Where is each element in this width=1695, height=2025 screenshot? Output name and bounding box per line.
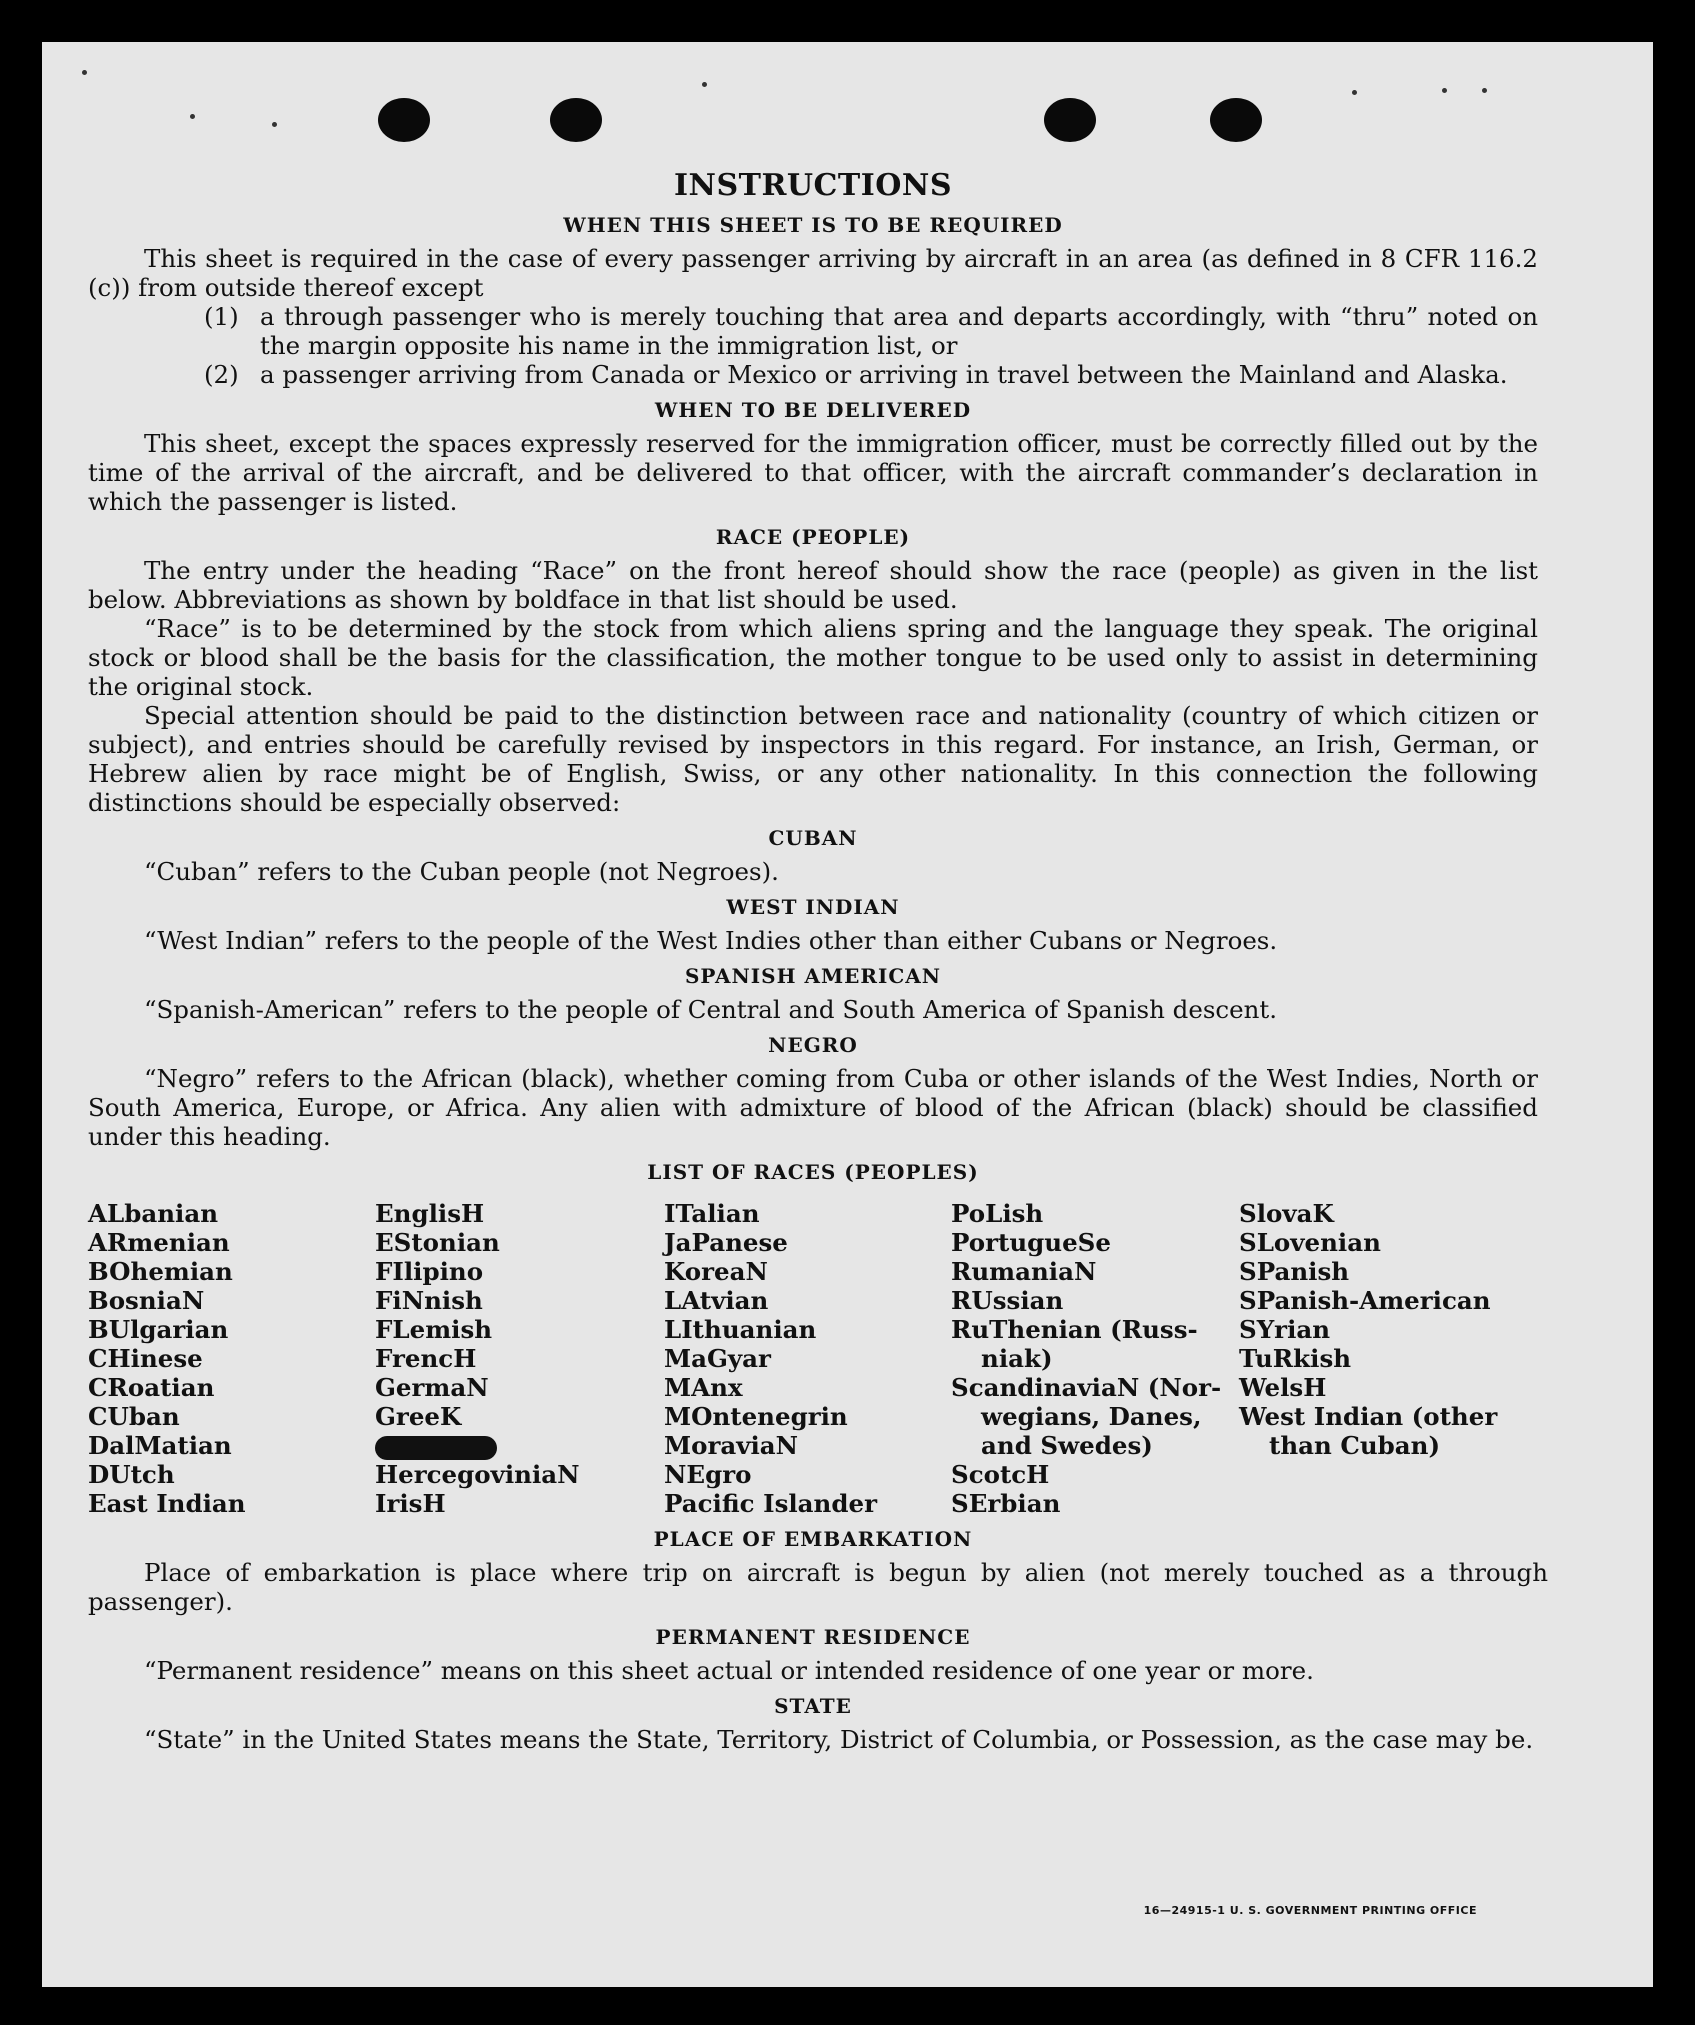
heading-list-of-races: LIST OF RACES (PEOPLES) [647, 1160, 979, 1184]
instructions-content [88, 168, 1548, 1754]
heading-permanent-residence: PERMANENT RESIDENCE [655, 1625, 971, 1649]
race-entry: FrencH [375, 1344, 477, 1373]
speck [190, 114, 195, 119]
race-entry-continued: and Swedes) [981, 1431, 1153, 1460]
races-column-2 [375, 1199, 664, 1518]
races-column-1 [88, 1199, 375, 1518]
speck [272, 122, 277, 127]
item-number: (2) [204, 360, 239, 389]
page-title: INSTRUCTIONS [674, 168, 952, 203]
race-entry: FIlipino [375, 1257, 484, 1286]
exception-item-1 [204, 302, 1538, 360]
punch-hole [1210, 98, 1262, 142]
race-entry: SLovenian [1239, 1228, 1381, 1257]
exception-item-2 [204, 360, 1538, 389]
race-entry: ALbanian [88, 1199, 219, 1228]
embarkation-text: Place of embarkation is place where trip on aircraft is begun by alien (not merely touched as a through passenger). [88, 1558, 1548, 1616]
race-paragraph-1: The entry under the heading “Race” on the front hereof should show the race (people) as given in the list below. Abbreviations as shown by boldface in that list should be used. [88, 556, 1538, 614]
heading-negro: NEGRO [768, 1033, 858, 1057]
speck [1352, 90, 1357, 95]
race-entry: East Indian [88, 1489, 246, 1518]
punch-hole [550, 98, 602, 142]
races-column-5 [1239, 1199, 1519, 1518]
race-entry: BUlgarian [88, 1315, 229, 1344]
race-entry: IrisH [375, 1489, 446, 1518]
race-entry: HercegoviniaN [375, 1460, 580, 1489]
speck [1442, 88, 1447, 93]
redaction-mark [375, 1436, 497, 1460]
state-text: “State” in the United States means the State, Territory, District of Columbia, or Possession, as the case may be. [144, 1725, 1534, 1754]
race-entry: CRoatian [88, 1373, 215, 1402]
race-entry: EnglisH [375, 1199, 485, 1228]
spanish-american-text: “Spanish-American” refers to the people of Central and South America of Spanish descent. [144, 995, 1278, 1024]
item-number: (1) [204, 302, 239, 331]
heading-spanish-american: SPANISH AMERICAN [684, 964, 942, 988]
heading-when-delivered: WHEN TO BE DELIVERED [654, 398, 972, 422]
when-required-intro: This sheet is required in the case of every passenger arriving by aircraft in an area (as defined in 8 CFR 116.2 (c)) from outside thereof except [88, 244, 1538, 302]
speck [82, 70, 87, 75]
race-entry: CHinese [88, 1344, 203, 1373]
item-text: a through passenger who is merely touching that area and departs accordingly, with “thru” noted on the margin opposite his name in the immigration list, or [260, 302, 1538, 360]
race-entry: SPanish-American [1239, 1286, 1491, 1315]
race-entry: FLemish [375, 1315, 493, 1344]
heading-cuban: CUBAN [768, 826, 858, 850]
race-entry: ScotcH [951, 1460, 1050, 1489]
race-entry-continued: niak) [981, 1344, 1053, 1373]
west-indian-text: “West Indian” refers to the people of the West Indies other than either Cubans or Negroes. [144, 926, 1278, 955]
race-entry: RUssian [951, 1286, 1064, 1315]
race-entry: SYrian [1239, 1315, 1331, 1344]
negro-text: “Negro” refers to the African (black), whether coming from Cuba or other islands of the West Indies, North or South America, Europe, or Africa. Any alien with admixture of blood of the African (black) should be classified under this heading. [88, 1064, 1538, 1151]
race-entry: EStonian [375, 1228, 500, 1257]
race-entry: ITalian [664, 1199, 760, 1228]
race-entry: MoraviaN [664, 1431, 799, 1460]
race-entry: LAtvian [664, 1286, 769, 1315]
speck [702, 82, 707, 87]
race-entry: GreeK [375, 1402, 462, 1431]
race-entry: SPanish [1239, 1257, 1350, 1286]
heading-race: RACE (PEOPLE) [715, 525, 911, 549]
race-entry-continued: wegians, Danes, [981, 1402, 1202, 1431]
race-entry: SErbian [951, 1489, 1061, 1518]
race-entry: JaPanese [664, 1228, 788, 1257]
race-entry: WelsH [1239, 1373, 1327, 1402]
race-paragraph-2: “Race” is to be determined by the stock from which aliens spring and the language they speak. The original stock or blood shall be the basis for the classification, the mother tongue to be used only to assist in determining the original stock. [88, 614, 1538, 701]
race-entry: DUtch [88, 1460, 175, 1489]
cuban-text: “Cuban” refers to the Cuban people (not Negroes). [144, 857, 779, 886]
races-column-3 [664, 1199, 951, 1518]
race-entry: NEgro [664, 1460, 752, 1489]
when-delivered-text: This sheet, except the spaces expressly reserved for the immigration officer, must be correctly filled out by the time of the arrival of the aircraft, and be delivered to that officer, with the aircraft commander’s declaration in which the passenger is listed. [88, 429, 1538, 516]
race-entry: ARmenian [88, 1228, 230, 1257]
race-entry: PortugueSe [951, 1228, 1111, 1257]
redacted-entry [375, 1431, 664, 1460]
race-entry: PoLish [951, 1199, 1044, 1228]
race-entry: West Indian (other [1239, 1402, 1498, 1431]
item-text: a passenger arriving from Canada or Mexico or arriving in travel between the Mainland and Alaska. [260, 360, 1508, 389]
race-entry: MaGyar [664, 1344, 771, 1373]
race-entry: SlovaK [1239, 1199, 1334, 1228]
heading-west-indian: WEST INDIAN [726, 895, 900, 919]
race-entry: GermaN [375, 1373, 489, 1402]
punch-hole [1044, 98, 1096, 142]
residence-text: “Permanent residence” means on this sheet actual or intended residence of one year or more. [144, 1656, 1314, 1685]
race-entry: CUban [88, 1402, 180, 1431]
races-column-4 [951, 1199, 1239, 1518]
race-entry: KoreaN [664, 1257, 768, 1286]
race-entry: BOhemian [88, 1257, 233, 1286]
heading-state: STATE [774, 1694, 852, 1718]
races-list [88, 1199, 1538, 1518]
race-entry: LIthuanian [664, 1315, 817, 1344]
race-entry: MAnx [664, 1373, 743, 1402]
speck [1482, 88, 1487, 93]
printing-office-footer: 16—24915-1 U. S. GOVERNMENT PRINTING OFFICE [1143, 1904, 1477, 1917]
document-sheet [42, 42, 1653, 1987]
race-entry: ScandinaviaN (Nor- [951, 1373, 1222, 1402]
race-entry: FiNnish [375, 1286, 483, 1315]
race-entry: BosniaN [88, 1286, 205, 1315]
race-entry: RumaniaN [951, 1257, 1097, 1286]
race-paragraph-3: Special attention should be paid to the distinction between race and nationality (country of which citizen or subject), and entries should be carefully revised by inspectors in this regard. For instance, an Irish, German, or Hebrew alien by race might be of English, Swiss, or any other nationality. In this connection the following distinctions should be especially observed: [88, 701, 1538, 817]
race-entry: Pacific Islander [664, 1489, 877, 1518]
race-entry: DalMatian [88, 1431, 232, 1460]
race-entry: TuRkish [1239, 1344, 1352, 1373]
race-entry: RuThenian (Russ- [951, 1315, 1198, 1344]
race-entry: MOntenegrin [664, 1402, 848, 1431]
heading-embarkation: PLACE OF EMBARKATION [653, 1527, 973, 1551]
race-entry-continued: than Cuban) [1269, 1431, 1441, 1460]
heading-when-required: WHEN THIS SHEET IS TO BE REQUIRED [563, 213, 1063, 237]
punch-hole [378, 98, 430, 142]
